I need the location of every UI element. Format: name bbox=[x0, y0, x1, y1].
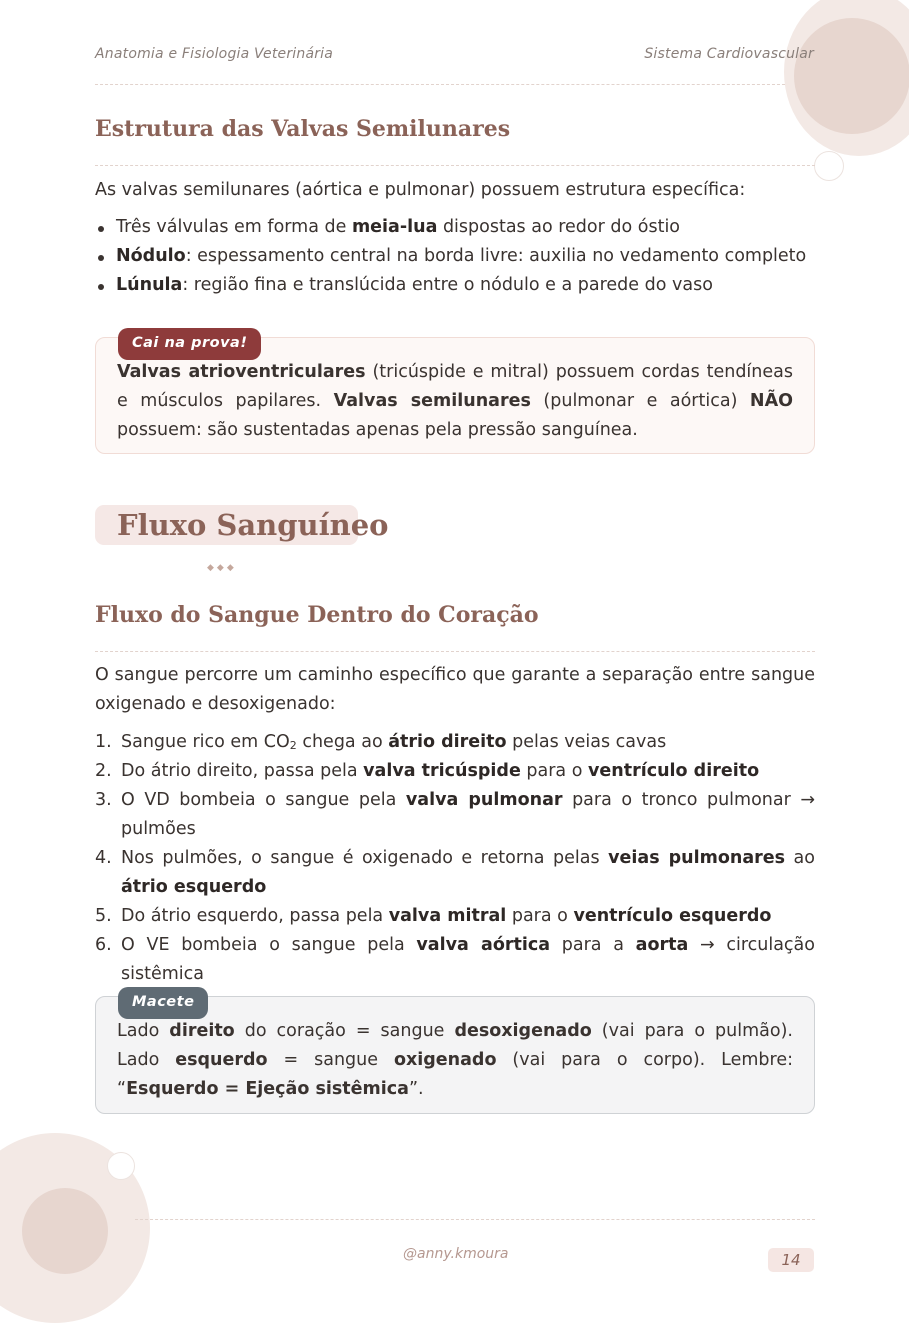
footer-handle: @anny.kmoura bbox=[403, 1246, 509, 1262]
bullet-list-valvas bbox=[95, 213, 815, 300]
section-divider-valvas bbox=[95, 165, 815, 166]
footer-divider bbox=[135, 1219, 815, 1220]
decor-ring-right bbox=[814, 151, 844, 181]
header-divider bbox=[95, 84, 785, 85]
list-item: 4. Nos pulmões, o sangue é oxigenado e retorna pelas veias pulmonares ao átrio esquerdo bbox=[95, 848, 815, 897]
list-item: Três válvulas em forma de meia-lua dispostas ao redor do óstio bbox=[95, 213, 815, 242]
callout-tag-macete: Macete bbox=[118, 987, 208, 1019]
list-item: 6. O VE bombeia o sangue pela valva aórtica para a aorta → circulação sistêmica bbox=[95, 935, 815, 984]
ordered-list-fluxo bbox=[95, 728, 815, 989]
header-left: Anatomia e Fisiologia Veterinária bbox=[95, 46, 334, 62]
decor-circle-top-right-inner bbox=[794, 18, 909, 134]
decor-ring-left bbox=[107, 1152, 135, 1180]
list-item: Nódulo: espessamento central na borda livre: auxilia no vedamento completo bbox=[95, 242, 815, 271]
callout-tag-prova: Cai na prova! bbox=[118, 328, 261, 360]
chapter-title: Fluxo Sanguíneo bbox=[117, 508, 389, 542]
page-number: 14 bbox=[768, 1248, 814, 1272]
section-intro-fluxo: O sangue percorre um caminho específico que garante a separação entre sangue oxigenado e desoxigenado: bbox=[95, 665, 815, 714]
list-item: Lúnula: região fina e translúcida entre o nódulo e a parede do vaso bbox=[95, 271, 815, 300]
list-item: 3. O VD bombeia o sangue pela valva pulmonar para o tronco pulmonar → pulmões bbox=[95, 790, 815, 839]
section-title-fluxo: Fluxo do Sangue Dentro do Coração bbox=[95, 602, 539, 628]
callout-cai-na-prova: Cai na prova! Valvas atrioventriculares (tricúspide e mitral) possuem cordas tendíneas e músculos papilares. Valvas semilunares (pulmonar e aórtica) NÃO possuem: são sustentadas apenas pela pressão sanguínea. bbox=[95, 337, 815, 454]
decor-circle-bottom-left-inner bbox=[22, 1188, 108, 1274]
list-item: 2. Do átrio direito, passa pela valva tricúspide para o ventrículo direito bbox=[95, 761, 760, 781]
ornament-dots: ◆◆◆ bbox=[207, 563, 237, 573]
header-right: Sistema Cardiovascular bbox=[644, 46, 814, 62]
section-intro-valvas: As valvas semilunares (aórtica e pulmonar) possuem estrutura específica: bbox=[95, 180, 746, 200]
section-divider-fluxo bbox=[95, 651, 815, 652]
list-item: 5. Do átrio esquerdo, passa pela valva mitral para o ventrículo esquerdo bbox=[95, 906, 772, 926]
section-title-valvas: Estrutura das Valvas Semilunares bbox=[95, 116, 511, 142]
list-item: 1. Sangue rico em $CO_2$ chega ao átrio direito pelas veias cavas bbox=[95, 732, 667, 752]
callout-macete: Macete Lado direito do coração = sangue desoxigenado (vai para o pulmão). Lado esquerdo = sangue oxigenado (vai para o corpo). Lembre: “Esquerdo = Ejeção sistêmica”. bbox=[95, 996, 815, 1114]
